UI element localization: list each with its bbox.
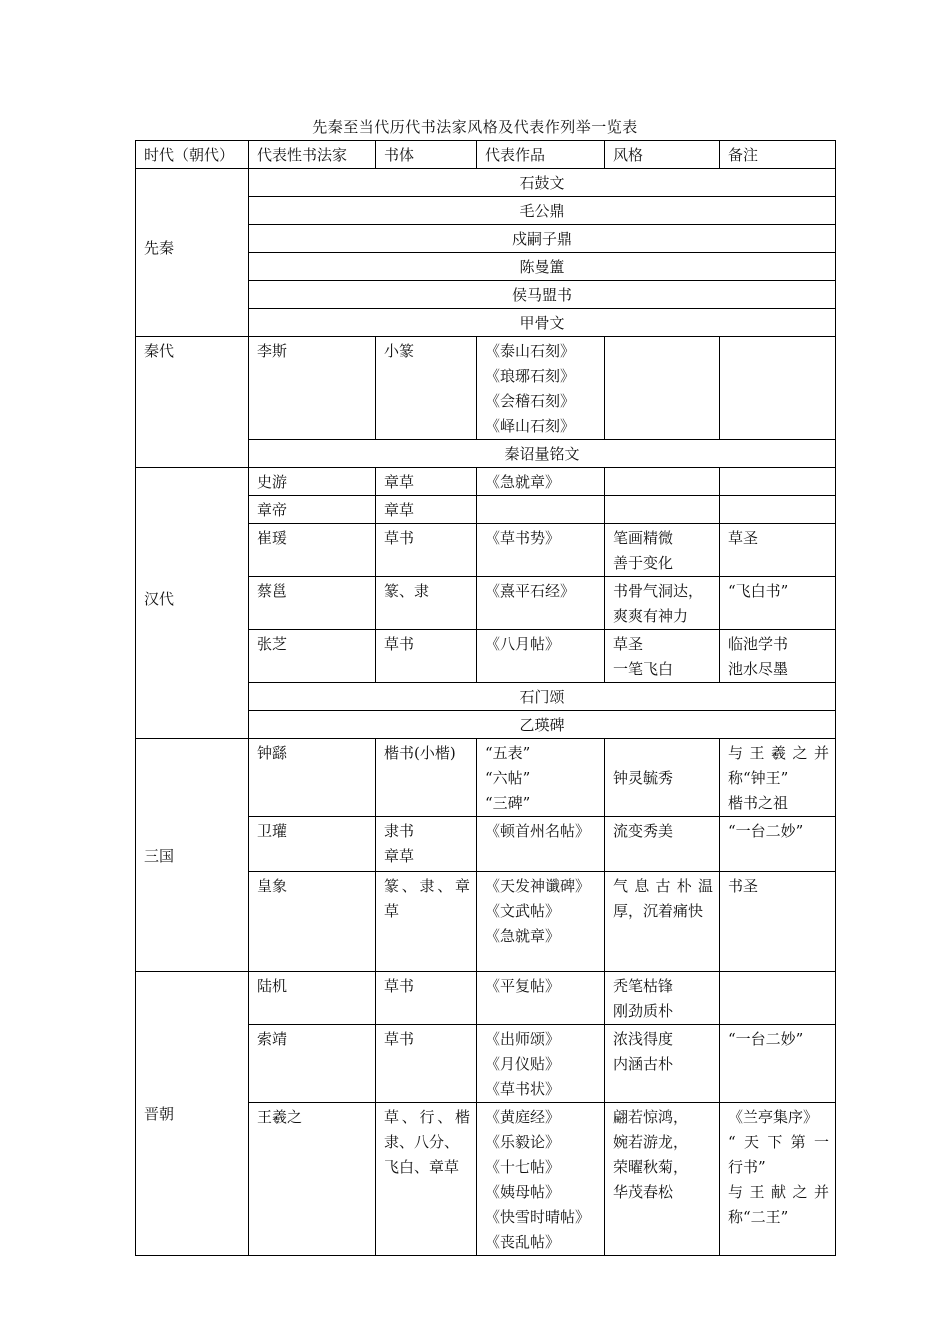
style-cell: 钟灵毓秀 [605,739,720,817]
note-cell [720,468,836,496]
calligrapher-name: 皇象 [249,872,376,972]
script-cell: 章草 [376,468,477,496]
style-line: 草圣 [613,635,644,653]
work-title: 《峄山石刻》 [485,417,576,435]
table-row [136,972,836,1025]
work-title: 《会稽石刻》 [485,392,576,410]
work-cell: 甲骨文 [249,309,836,337]
work-title: 《文武帖》 [485,902,561,920]
header-script: 书体 [376,141,477,169]
script-cell: 草书 [376,972,477,1025]
note-line: 临池学书 [728,635,789,653]
calligrapher-name: 陆机 [249,972,376,1025]
style-cell [605,337,720,440]
work-cell: 毛公鼎 [249,197,836,225]
script-line: 隶、八分、 [384,1133,460,1151]
work-title: 《出师颂》 [485,1030,561,1048]
work-title: “三碑” [485,794,531,812]
works-cell: 《熹平石经》 [477,577,605,630]
work-cell: 石鼓文 [249,169,836,197]
works-cell: 《急就章》 [477,468,605,496]
style-line: 翩若惊鸿， [613,1108,689,1126]
script-cell [376,872,477,972]
calligraphers-table [135,140,836,1256]
note-cell: “一台二妙” [720,817,836,872]
style-cell [605,496,720,524]
note-line: 池水尽墨 [728,660,789,678]
note-cell [720,739,836,817]
note-line: 称“钟王” [728,769,789,787]
calligrapher-name: 崔瑗 [249,524,376,577]
work-title: “五表” [485,744,531,762]
works-cell [477,739,605,817]
style-line: 荣曜秋菊， [613,1158,689,1176]
style-cell [605,1103,720,1256]
header-calligrapher: 代表性书法家 [249,141,376,169]
works-cell [477,337,605,440]
work-cell: 乙瑛碑 [249,711,836,739]
note-line: 与王羲之并 [728,744,829,762]
work-title: 《月仪贴》 [485,1055,561,1073]
script-cell: 楷书(小楷) [376,739,477,817]
works-cell: 《草书势》 [477,524,605,577]
works-cell [477,1103,605,1256]
script-cell [376,1103,477,1256]
style-line: 善于变化 [613,554,674,572]
script-line: 隶书 [384,822,415,840]
style-line: 书骨气洞达， [613,582,704,600]
table-row [136,169,836,197]
works-cell [477,1025,605,1103]
style-cell [605,872,720,972]
calligrapher-name: 王羲之 [249,1103,376,1256]
calligrapher-name: 钟繇 [249,739,376,817]
table-row [136,468,836,496]
script-cell: 章草 [376,496,477,524]
era-cell: 先秦 [136,169,249,337]
era-cell: 三国 [136,739,249,972]
style-cell [605,630,720,683]
style-cell [605,524,720,577]
work-title: 《琅琊石刻》 [485,367,576,385]
era-cell: 秦代 [136,337,249,468]
note-cell: “飞白书” [720,577,836,630]
style-line: 秃笔枯锋 [613,977,674,995]
calligrapher-name: 蔡邕 [249,577,376,630]
script-line: 草、行、楷 [384,1108,470,1126]
work-title: 《泰山石刻》 [485,342,576,360]
work-title: 《草书状》 [485,1080,561,1098]
work-title: 《丧乱帖》 [485,1233,561,1251]
era-cell: 汉代 [136,468,249,739]
style-cell [605,972,720,1025]
works-cell: 《八月帖》 [477,630,605,683]
works-cell: 《平复帖》 [477,972,605,1025]
table-row [136,337,836,440]
document-title: 先秦至当代历代书法家风格及代表作列举一览表 [312,118,638,136]
work-title: 《姨母帖》 [485,1183,561,1201]
work-cell: 石门颂 [249,683,836,711]
note-cell [720,337,836,440]
work-title: 《十七帖》 [485,1158,561,1176]
works-cell: 《顿首州名帖》 [477,817,605,872]
calligrapher-name: 章帝 [249,496,376,524]
work-cell: 侯马盟书 [249,281,836,309]
style-cell [605,1025,720,1103]
note-cell [720,630,836,683]
header-era: 时代（朝代） [136,141,249,169]
table-row [136,739,836,817]
note-cell [720,972,836,1025]
style-line: 婉若游龙， [613,1133,689,1151]
script-cell [376,817,477,872]
header-row [136,141,836,169]
script-cell: 草书 [376,524,477,577]
script-cell: 篆、隶 [376,577,477,630]
script-cell: 草书 [376,1025,477,1103]
note-line: 与王献之并 [728,1183,829,1201]
script-line: 篆、隶、章 [384,877,470,895]
note-cell: 书圣 [720,872,836,972]
calligrapher-name: 李斯 [249,337,376,440]
note-cell: 草圣 [720,524,836,577]
style-cell [605,468,720,496]
script-cell: 草书 [376,630,477,683]
calligrapher-name: 索靖 [249,1025,376,1103]
work-cell: 戍嗣子鼎 [249,225,836,253]
style-line: 厚，沉着痛快 [613,902,704,920]
calligrapher-name: 史游 [249,468,376,496]
header-works: 代表作品 [477,141,605,169]
style-line: 内涵古朴 [613,1055,674,1073]
header-style: 风格 [605,141,720,169]
calligrapher-name: 卫瓘 [249,817,376,872]
style-line: 笔画精微 [613,529,674,547]
style-line: 爽爽有神力 [613,607,689,625]
calligrapher-name: 张芝 [249,630,376,683]
style-line: 一笔飞白 [613,660,674,678]
work-title: 《天发神谶碑》 [485,877,591,895]
style-cell: 流变秀美 [605,817,720,872]
script-line: 章草 [384,847,415,865]
header-notes: 备注 [720,141,836,169]
work-title: 《乐毅论》 [485,1133,561,1151]
works-cell [477,496,605,524]
work-title: 《黄庭经》 [485,1108,561,1126]
work-title: 《急就章》 [485,927,561,945]
note-line: 《兰亭集序》 [728,1108,819,1126]
work-cell: 秦诏量铭文 [249,440,836,468]
note-line: 行书” [728,1158,766,1176]
note-line: “天下第一 [728,1133,829,1151]
note-cell [720,496,836,524]
note-cell: “一台二妙” [720,1025,836,1103]
style-line: 华茂春松 [613,1183,674,1201]
works-cell [477,872,605,972]
script-line: 飞白、章草 [384,1158,460,1176]
note-line: 楷书之祖 [728,794,789,812]
work-title: 《快雪时晴帖》 [485,1208,591,1226]
note-cell [720,1103,836,1256]
style-line: 浓浅得度 [613,1030,674,1048]
script-line: 草 [384,902,400,920]
style-cell [605,577,720,630]
era-cell: 晋朝 [136,972,249,1256]
style-line: 刚劲质朴 [613,1002,674,1020]
note-line: 称“二王” [728,1208,789,1226]
style-line: 气息古朴温 [613,877,713,895]
work-title: “六帖” [485,769,531,787]
work-cell: 陈曼簠 [249,253,836,281]
script-cell: 小篆 [376,337,477,440]
